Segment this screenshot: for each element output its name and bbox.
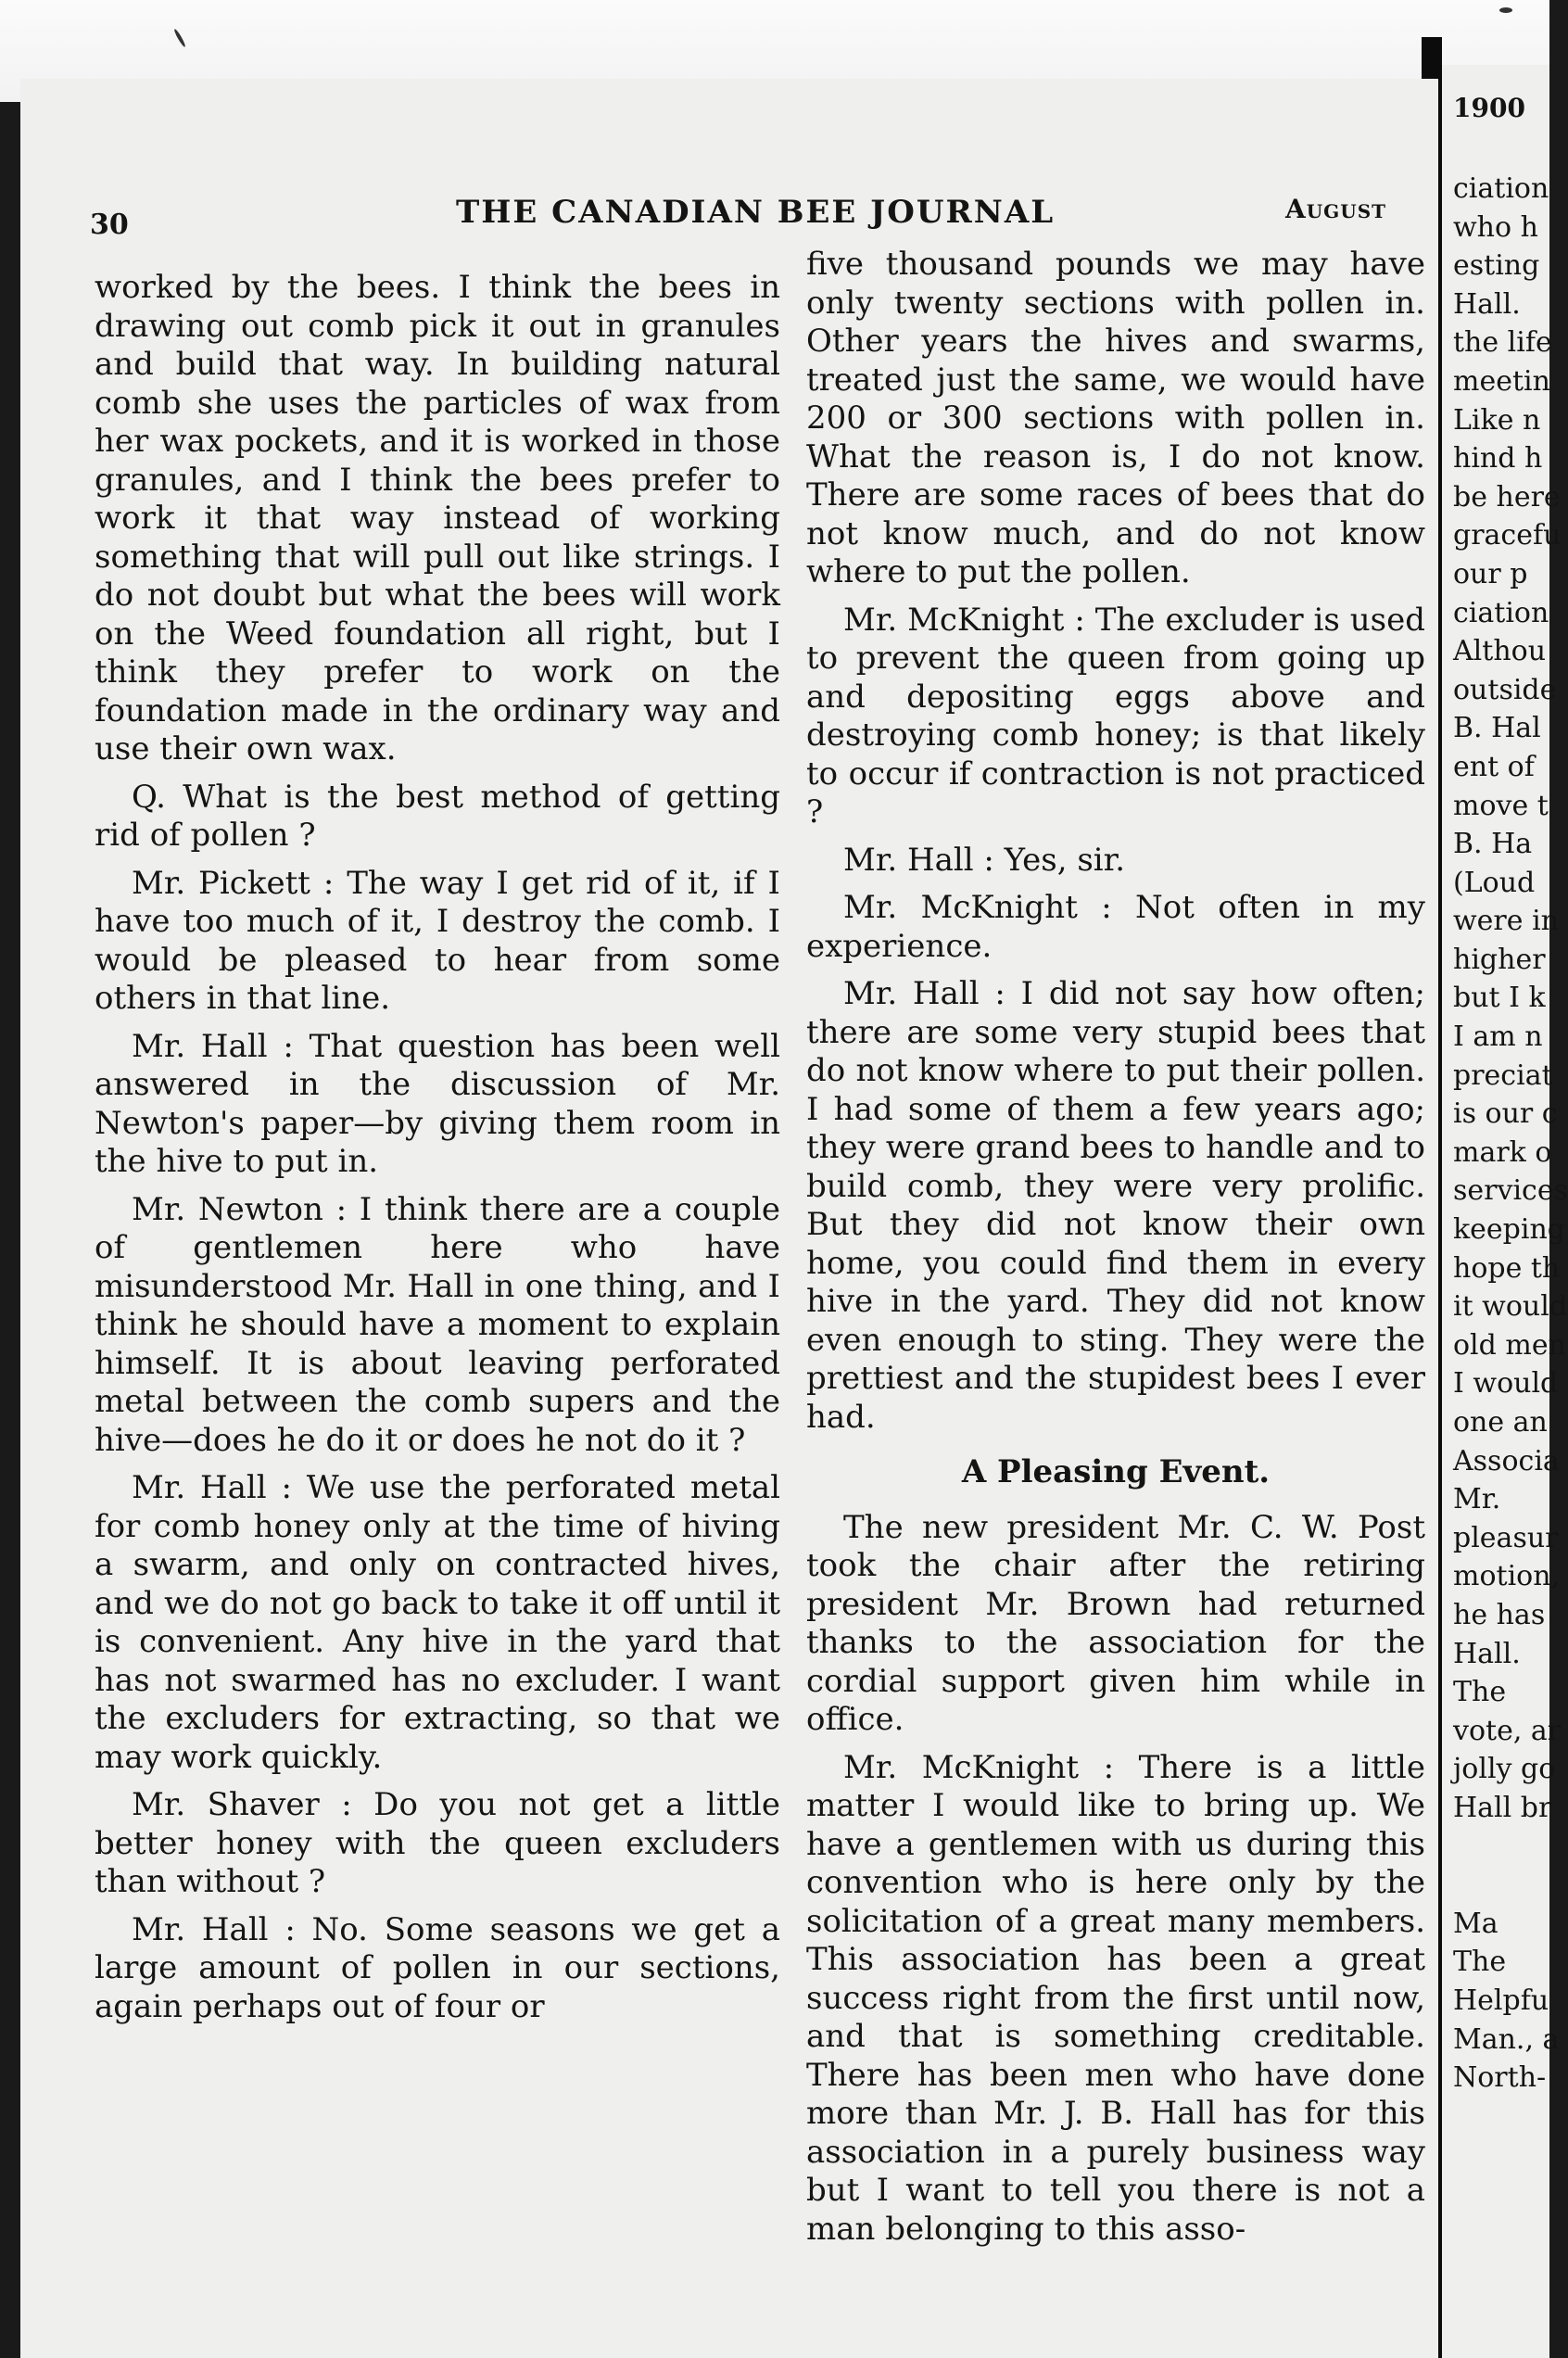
facing-line: mark o — [1453, 1135, 1552, 1169]
paragraph: Mr. McKnight : The excluder is used to prevent the queen from going up and depositing eggs above and destroying comb honey; is that likely to occur if contraction is not practiced ? — [806, 601, 1425, 830]
facing-line: gracefu — [1453, 519, 1562, 552]
page-number: 30 — [90, 209, 129, 241]
facing-line: Ma — [1453, 1907, 1498, 1940]
facing-page-year: 1900 — [1453, 93, 1525, 123]
facing-line: Hall br — [1453, 1791, 1552, 1824]
facing-line: were in — [1453, 905, 1559, 938]
paragraph: five thousand pounds we may have only twenty sections with pollen in. Other years the hives and swarms, treated just the same, we would have 200 or 300 sections with pollen in. What the reason is, I do not know. There are some races of bees that do not know much, and do not know where to put the pollen. — [806, 246, 1425, 590]
facing-line — [1442, 1828, 1549, 1867]
facing-line: North- — [1453, 2061, 1547, 2095]
facing-line: Hall. — [1453, 1637, 1521, 1670]
facing-line: move t — [1453, 789, 1549, 822]
facing-line: higher — [1453, 943, 1546, 976]
running-month: August — [1285, 194, 1387, 224]
facing-line: services — [1453, 1174, 1568, 1208]
facing-line: vote, ar — [1453, 1714, 1562, 1747]
facing-line: ent of — [1453, 750, 1535, 783]
facing-line: old men — [1453, 1328, 1566, 1362]
facing-line: it would — [1453, 1290, 1568, 1324]
paragraph: Mr. McKnight : There is a little matter I would like to bring up. We have a gentlemen with us during this convention who is here only by the solicitation of a great many members. This association has been a great success right from the first until now, and that is something creditable. There has been men who have done more than Mr. J. B. Hall has for this association in a purely business way but I want to tell you there is not a man belonging to this asso- — [806, 1748, 1425, 2248]
facing-line: hind h — [1453, 442, 1543, 475]
paragraph: Mr. Newton : I think there are a couple of gentlemen here who have misunderstood Mr. Hall in one thing, and I think he should have a moment to explain himself. It is about leaving perforated metal between the comb supers and the hive—does he do it or does he not do it ? — [95, 1190, 780, 1459]
right-column — [806, 246, 1425, 2258]
paragraph: Q. What is the best method of getting rid of pollen ? — [95, 778, 780, 854]
facing-line — [1442, 1866, 1549, 1905]
facing-line: keeping — [1453, 1213, 1566, 1247]
left-column — [95, 269, 780, 2035]
facing-line: but I k — [1453, 982, 1546, 1015]
running-title: THE CANADIAN BEE JOURNAL — [456, 194, 1056, 231]
facing-line: our p — [1453, 557, 1528, 590]
paragraph: Mr. Hall : Yes, sir. — [843, 841, 1126, 879]
paragraph: Mr. Hall : I did not say how often; there are some very stupid bees that do not know where to put their pollen. I had some of them a few years ago; they were grand bees to handle and to build comb, they were very prolific. But they did not know their own home, you could find them in every hive in the yard. They did not know even enough to sting. They were the prettiest and the stupidest bees I ever had. — [806, 975, 1425, 1436]
facing-line: is our c — [1453, 1097, 1558, 1131]
paragraph: Mr. McKnight : Not often in my experience. — [806, 889, 1425, 965]
facing-line: Mr. — [1453, 1483, 1501, 1516]
facing-line: pleasur — [1453, 1521, 1559, 1554]
paragraph: Mr. Shaver : Do you not get a little better honey with the queen excluders than without ? — [95, 1786, 780, 1900]
facing-line: esting — [1453, 249, 1540, 283]
facing-line: the life — [1453, 326, 1552, 360]
facing-line: outside — [1453, 673, 1557, 706]
facing-line: be here — [1453, 480, 1561, 513]
paragraph: Mr. Hall : We use the perforated metal for comb honey only at the time of hiving a swarm, and only on contracted hives, and we do not go back to take it off until it is convenient. Any hive in the yard that has not swarmed has no excluder. I want the excluders for extracting, so that we may work quickly. — [95, 1469, 780, 1776]
facing-line: Like n — [1453, 403, 1541, 437]
paragraph: The new president Mr. C. W. Post took the chair after the retiring president Mr. Brown had returned thanks to the association for the cordial support given him while in office. — [806, 1508, 1425, 1738]
facing-line: jolly go — [1453, 1753, 1556, 1786]
facing-line: preciat — [1453, 1059, 1553, 1092]
facing-line: B. Ha — [1453, 828, 1533, 861]
paragraph: worked by the bees. I think the bees in drawing out comb pick it out in granules and build that way. In building natural comb she uses the particles of wax from her wax pockets, and it is worked in those granules, and I think the bees prefer to work it that way instead of working something that will pull out like strings. I do not doubt but what the bees will work on the Weed foundation all right, but I think they prefer to work on the foundation made in the ordinary way and use their own wax. — [95, 269, 780, 767]
facing-line: Hall. — [1453, 287, 1521, 321]
facing-line: Man., a — [1453, 2022, 1560, 2056]
facing-line: Associa — [1453, 1444, 1560, 1477]
facing-line: one an — [1453, 1406, 1548, 1439]
facing-line: Helpfu — [1453, 1984, 1549, 2017]
paragraph: Mr. Hall : No. Some seasons we get a large amount of pollen in our sections, again perhaps out of four or — [95, 1910, 780, 2025]
paragraph: Mr. Hall : That question has been well answered in the discussion of Mr. Newton's paper—by giving them room in the hive to put in. — [95, 1027, 780, 1180]
facing-line: he has — [1453, 1598, 1546, 1631]
facing-line: (Loud — [1453, 866, 1536, 899]
facing-page-lines — [1442, 170, 1568, 2098]
facing-page-fragment — [1442, 65, 1568, 2358]
facing-line: ciation — [1453, 596, 1549, 629]
section-heading: A Pleasing Event. — [961, 1453, 1271, 1490]
facing-line: hope th — [1453, 1251, 1561, 1285]
facing-line: I am n — [1453, 1021, 1543, 1054]
facing-line: motion, — [1453, 1560, 1561, 1593]
facing-line: The — [1453, 1946, 1507, 1979]
facing-line: I would — [1453, 1367, 1559, 1401]
facing-line: who h — [1453, 210, 1538, 244]
facing-line: Althou — [1453, 635, 1547, 668]
facing-line: meetin — [1453, 364, 1550, 398]
facing-line: B. Hal — [1453, 712, 1541, 745]
page-left — [20, 79, 1438, 2358]
facing-line: The — [1453, 1676, 1507, 1709]
facing-line: ciation — [1453, 172, 1549, 205]
paragraph: Mr. Pickett : The way I get rid of it, if I have too much of it, I destroy the comb. I would be pleased to hear from some others in that line. — [95, 864, 780, 1017]
scan-speck — [1499, 7, 1512, 13]
